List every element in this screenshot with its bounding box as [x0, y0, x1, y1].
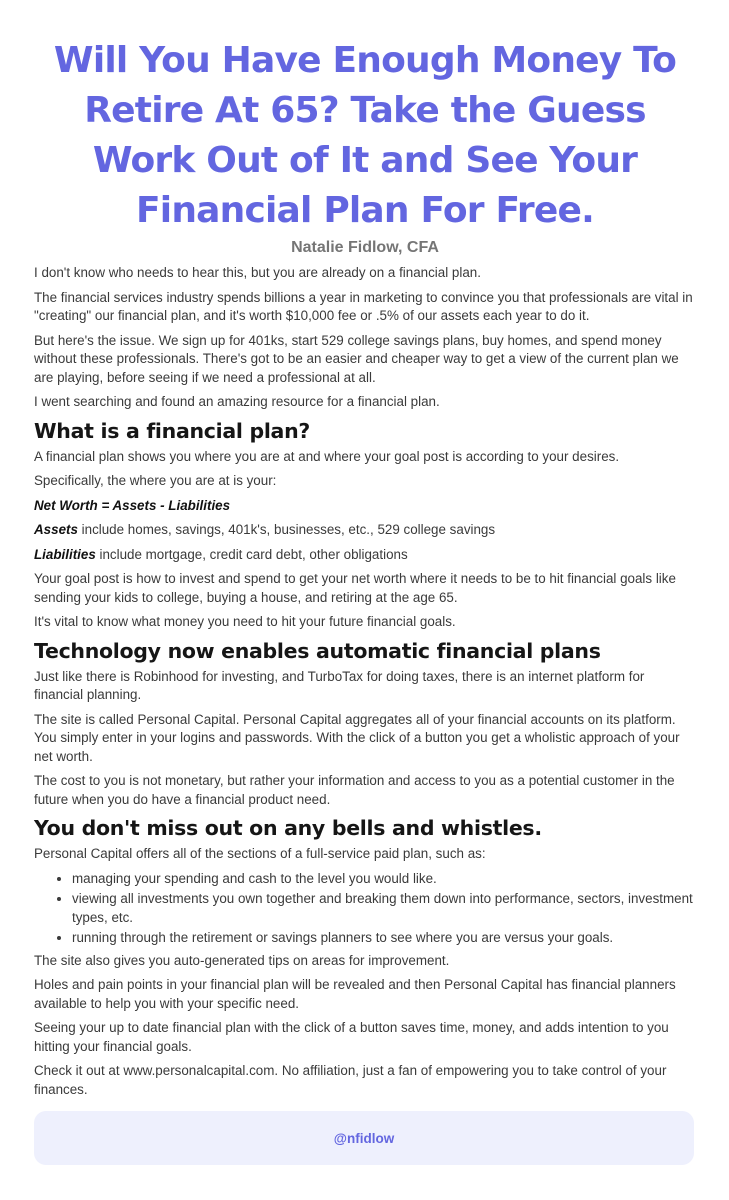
assets-text: include homes, savings, 401k's, businesses, etc., 529 college savings	[77, 522, 496, 537]
section-heading-technology: Technology now enables automatic financial plans	[34, 638, 601, 663]
section3-paragraph-1: Personal Capital offers all of the sections of a full-service paid plan, such as:	[34, 846, 486, 861]
liabilities-text: include mortgage, credit card debt, other obligations	[95, 546, 408, 562]
list-item: • running through the retirement or savings planners to see where you are versus your goals.	[72, 929, 696, 948]
author-handle-footer[interactable]	[34, 1111, 694, 1165]
section1-paragraph-3: Your goal post is how to invest and spend to get your net worth where it needs to be to hit financial goals like sending your kids to college, buying a house, and retiring at the age 65.	[34, 571, 676, 605]
section1-paragraph-1: A financial plan shows you where you are at and where your goal post is according to your desires.	[34, 448, 620, 464]
net-worth-formula	[34, 497, 696, 516]
section3-paragraph-5: Check it out at www.personalcapital.com. No affiliation, just a fan of empowering you to take control of your finances.	[34, 1063, 667, 1097]
author-handle[interactable]: @nfidlow	[333, 1130, 395, 1146]
assets-line	[34, 521, 696, 540]
section3-paragraph-4: Seeing your up to date financial plan with the click of a button saves time, money, and adds intention to you hitting your financial goals.	[34, 1020, 669, 1054]
article-title: Will You Have Enough Money To Retire At 65? Take the Guess Work Out of It and See Your Financial Plan For Free.	[53, 40, 677, 231]
net-worth-formula-text: Net Worth = Assets - Liabilities	[34, 497, 231, 513]
section1-paragraph-2: Specifically, the where you are at is your:	[34, 473, 277, 488]
section2-paragraph-2: The site is called Personal Capital. Personal Capital aggregates all of your financial accounts on its platform. You simply enter in your logins and passwords. With the click of a button you get a wholistic approach of your net worth.	[34, 711, 680, 764]
section3-paragraph-3: Holes and pain points in your financial plan will be revealed and then Personal Capital has financial planners available to help you with your specific need.	[34, 977, 676, 1011]
intro-paragraph-2: The financial services industry spends billions a year in marketing to convince you that professionals are vital in "creating" our financial plan, and it's worth $10,000 fee or .5% of our assets each year to do it.	[34, 289, 693, 323]
section-heading-financial-plan: What is a financial plan?	[34, 418, 310, 443]
section2-paragraph-3: The cost to you is not monetary, but rather your information and access to you as a potential customer in the future when you do have a financial product need.	[34, 773, 675, 807]
features-list	[34, 870, 696, 948]
liabilities-line	[34, 546, 696, 565]
section1-paragraph-4: It's vital to know what money you need to hit your future financial goals.	[34, 614, 456, 629]
list-item: • viewing all investments you own together and breaking them down into performance, sectors, investment types, etc.	[72, 890, 696, 927]
section3-paragraph-2: The site also gives you auto-generated tips on areas for improvement.	[34, 952, 450, 968]
liabilities-label: Liabilities	[34, 546, 96, 562]
assets-label: Assets	[34, 522, 78, 537]
section-heading-bells-whistles: You don't miss out on any bells and whistles.	[34, 816, 542, 840]
section2-paragraph-1: Just like there is Robinhood for investing, and TurboTax for doing taxes, there is an internet platform for financial planning.	[34, 668, 645, 702]
intro-paragraph-3: But here's the issue. We sign up for 401ks, start 529 college savings plans, buy homes, and spend money without these professionals. There's got to be an easier and cheaper way to get a view of the current plan we are playing, before seeing if we need a professional at all.	[34, 332, 679, 385]
intro-paragraph-4: I went searching and found an amazing resource for a financial plan.	[34, 394, 440, 409]
author-name: Natalie Fidlow, CFA	[291, 239, 439, 256]
intro-paragraph-1: I don't know who needs to hear this, but you are already on a financial plan.	[34, 265, 481, 280]
list-item: • managing your spending and cash to the level you would like.	[72, 870, 696, 889]
article	[34, 36, 696, 1105]
